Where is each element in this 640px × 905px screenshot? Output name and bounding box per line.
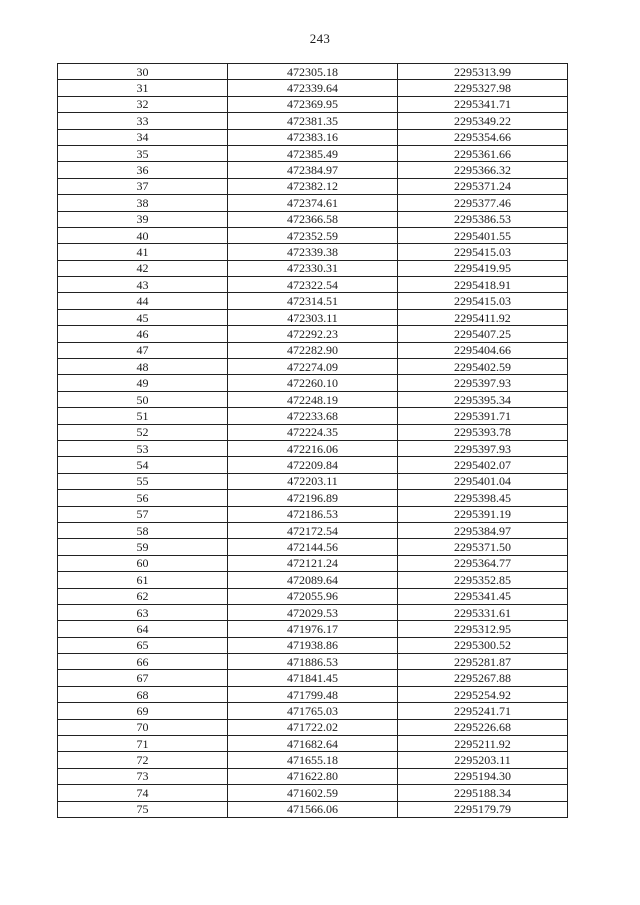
x-coordinate-cell: 471682.64 bbox=[228, 736, 398, 752]
x-coordinate-cell: 472121.24 bbox=[228, 555, 398, 571]
x-coordinate-cell: 472248.19 bbox=[228, 391, 398, 407]
x-coordinate-cell: 472260.10 bbox=[228, 375, 398, 391]
table-row bbox=[58, 801, 568, 817]
y-coordinate-cell: 2295312.95 bbox=[398, 621, 568, 637]
point-number-cell: 46 bbox=[58, 326, 228, 342]
point-number-cell: 54 bbox=[58, 457, 228, 473]
point-number-cell: 53 bbox=[58, 440, 228, 456]
point-number-cell: 55 bbox=[58, 473, 228, 489]
y-coordinate-cell: 2295393.78 bbox=[398, 424, 568, 440]
table-row bbox=[58, 326, 568, 342]
table-row bbox=[58, 588, 568, 604]
point-number-cell: 66 bbox=[58, 654, 228, 670]
x-coordinate-cell: 472322.54 bbox=[228, 277, 398, 293]
table-row bbox=[58, 539, 568, 555]
point-number-cell: 58 bbox=[58, 522, 228, 538]
x-coordinate-cell: 472282.90 bbox=[228, 342, 398, 358]
x-coordinate-cell: 472339.64 bbox=[228, 80, 398, 96]
table-row bbox=[58, 440, 568, 456]
y-coordinate-cell: 2295377.46 bbox=[398, 195, 568, 211]
table-row bbox=[58, 506, 568, 522]
point-number-cell: 39 bbox=[58, 211, 228, 227]
y-coordinate-cell: 2295179.79 bbox=[398, 801, 568, 817]
table-row bbox=[58, 654, 568, 670]
y-coordinate-cell: 2295401.55 bbox=[398, 227, 568, 243]
point-number-cell: 74 bbox=[58, 785, 228, 801]
point-number-cell: 62 bbox=[58, 588, 228, 604]
x-coordinate-cell: 472224.35 bbox=[228, 424, 398, 440]
point-number-cell: 48 bbox=[58, 359, 228, 375]
point-number-cell: 37 bbox=[58, 178, 228, 194]
x-coordinate-cell: 471602.59 bbox=[228, 785, 398, 801]
point-number-cell: 35 bbox=[58, 145, 228, 161]
table-row bbox=[58, 244, 568, 260]
x-coordinate-cell: 472385.49 bbox=[228, 145, 398, 161]
x-coordinate-cell: 472216.06 bbox=[228, 440, 398, 456]
y-coordinate-cell: 2295415.03 bbox=[398, 244, 568, 260]
table-row bbox=[58, 211, 568, 227]
y-coordinate-cell: 2295341.45 bbox=[398, 588, 568, 604]
point-number-cell: 75 bbox=[58, 801, 228, 817]
x-coordinate-cell: 472292.23 bbox=[228, 326, 398, 342]
y-coordinate-cell: 2295402.59 bbox=[398, 359, 568, 375]
table-row bbox=[58, 768, 568, 784]
table-row bbox=[58, 490, 568, 506]
table-row bbox=[58, 113, 568, 129]
x-coordinate-cell: 472144.56 bbox=[228, 539, 398, 555]
point-number-cell: 65 bbox=[58, 637, 228, 653]
table-row bbox=[58, 359, 568, 375]
point-number-cell: 49 bbox=[58, 375, 228, 391]
y-coordinate-cell: 2295211.92 bbox=[398, 736, 568, 752]
y-coordinate-cell: 2295194.30 bbox=[398, 768, 568, 784]
table-row bbox=[58, 604, 568, 620]
table-row bbox=[58, 64, 568, 80]
point-number-cell: 30 bbox=[58, 64, 228, 80]
table-row bbox=[58, 736, 568, 752]
y-coordinate-cell: 2295226.68 bbox=[398, 719, 568, 735]
x-coordinate-cell: 472366.58 bbox=[228, 211, 398, 227]
point-number-cell: 70 bbox=[58, 719, 228, 735]
table-row bbox=[58, 195, 568, 211]
table-row bbox=[58, 260, 568, 276]
y-coordinate-cell: 2295391.19 bbox=[398, 506, 568, 522]
table-row bbox=[58, 293, 568, 309]
table-row bbox=[58, 785, 568, 801]
point-number-cell: 47 bbox=[58, 342, 228, 358]
page-number: 243 bbox=[309, 31, 331, 46]
coordinates-table-body bbox=[58, 64, 568, 818]
table-row bbox=[58, 227, 568, 243]
y-coordinate-cell: 2295364.77 bbox=[398, 555, 568, 571]
point-number-cell: 31 bbox=[58, 80, 228, 96]
table-row bbox=[58, 96, 568, 112]
y-coordinate-cell: 2295349.22 bbox=[398, 113, 568, 129]
table-row bbox=[58, 129, 568, 145]
y-coordinate-cell: 2295300.52 bbox=[398, 637, 568, 653]
table-row bbox=[58, 670, 568, 686]
y-coordinate-cell: 2295331.61 bbox=[398, 604, 568, 620]
table-row bbox=[58, 555, 568, 571]
point-number-cell: 68 bbox=[58, 686, 228, 702]
y-coordinate-cell: 2295327.98 bbox=[398, 80, 568, 96]
y-coordinate-cell: 2295371.24 bbox=[398, 178, 568, 194]
y-coordinate-cell: 2295281.87 bbox=[398, 654, 568, 670]
table-row bbox=[58, 145, 568, 161]
y-coordinate-cell: 2295352.85 bbox=[398, 572, 568, 588]
y-coordinate-cell: 2295354.66 bbox=[398, 129, 568, 145]
x-coordinate-cell: 471799.48 bbox=[228, 686, 398, 702]
point-number-cell: 33 bbox=[58, 113, 228, 129]
point-number-cell: 57 bbox=[58, 506, 228, 522]
point-number-cell: 32 bbox=[58, 96, 228, 112]
x-coordinate-cell: 471566.06 bbox=[228, 801, 398, 817]
y-coordinate-cell: 2295398.45 bbox=[398, 490, 568, 506]
x-coordinate-cell: 472196.89 bbox=[228, 490, 398, 506]
table-row bbox=[58, 162, 568, 178]
table-row bbox=[58, 309, 568, 325]
point-number-cell: 64 bbox=[58, 621, 228, 637]
point-number-cell: 60 bbox=[58, 555, 228, 571]
y-coordinate-cell: 2295397.93 bbox=[398, 440, 568, 456]
table-row bbox=[58, 424, 568, 440]
table-row bbox=[58, 752, 568, 768]
point-number-cell: 67 bbox=[58, 670, 228, 686]
point-number-cell: 72 bbox=[58, 752, 228, 768]
y-coordinate-cell: 2295267.88 bbox=[398, 670, 568, 686]
x-coordinate-cell: 472303.11 bbox=[228, 309, 398, 325]
x-coordinate-cell: 471655.18 bbox=[228, 752, 398, 768]
x-coordinate-cell: 472374.61 bbox=[228, 195, 398, 211]
y-coordinate-cell: 2295254.92 bbox=[398, 686, 568, 702]
point-number-cell: 56 bbox=[58, 490, 228, 506]
table-row bbox=[58, 719, 568, 735]
x-coordinate-cell: 472339.38 bbox=[228, 244, 398, 260]
table-row bbox=[58, 522, 568, 538]
point-number-cell: 51 bbox=[58, 408, 228, 424]
table-row bbox=[58, 408, 568, 424]
point-number-cell: 43 bbox=[58, 277, 228, 293]
x-coordinate-cell: 471886.53 bbox=[228, 654, 398, 670]
y-coordinate-cell: 2295386.53 bbox=[398, 211, 568, 227]
y-coordinate-cell: 2295366.32 bbox=[398, 162, 568, 178]
x-coordinate-cell: 472383.16 bbox=[228, 129, 398, 145]
x-coordinate-cell: 472233.68 bbox=[228, 408, 398, 424]
x-coordinate-cell: 472209.84 bbox=[228, 457, 398, 473]
table-row bbox=[58, 703, 568, 719]
point-number-cell: 59 bbox=[58, 539, 228, 555]
y-coordinate-cell: 2295411.92 bbox=[398, 309, 568, 325]
x-coordinate-cell: 471938.86 bbox=[228, 637, 398, 653]
y-coordinate-cell: 2295391.71 bbox=[398, 408, 568, 424]
x-coordinate-cell: 471976.17 bbox=[228, 621, 398, 637]
y-coordinate-cell: 2295407.25 bbox=[398, 326, 568, 342]
table-row bbox=[58, 621, 568, 637]
y-coordinate-cell: 2295384.97 bbox=[398, 522, 568, 538]
y-coordinate-cell: 2295203.11 bbox=[398, 752, 568, 768]
point-number-cell: 36 bbox=[58, 162, 228, 178]
x-coordinate-cell: 472384.97 bbox=[228, 162, 398, 178]
y-coordinate-cell: 2295371.50 bbox=[398, 539, 568, 555]
y-coordinate-cell: 2295418.91 bbox=[398, 277, 568, 293]
table-row bbox=[58, 391, 568, 407]
x-coordinate-cell: 472186.53 bbox=[228, 506, 398, 522]
x-coordinate-cell: 472382.12 bbox=[228, 178, 398, 194]
x-coordinate-cell: 471722.02 bbox=[228, 719, 398, 735]
y-coordinate-cell: 2295402.07 bbox=[398, 457, 568, 473]
x-coordinate-cell: 471841.45 bbox=[228, 670, 398, 686]
x-coordinate-cell: 472352.59 bbox=[228, 227, 398, 243]
table-row bbox=[58, 457, 568, 473]
table-row bbox=[58, 277, 568, 293]
x-coordinate-cell: 472305.18 bbox=[228, 64, 398, 80]
y-coordinate-cell: 2295395.34 bbox=[398, 391, 568, 407]
y-coordinate-cell: 2295401.04 bbox=[398, 473, 568, 489]
x-coordinate-cell: 472314.51 bbox=[228, 293, 398, 309]
y-coordinate-cell: 2295241.71 bbox=[398, 703, 568, 719]
x-coordinate-cell: 472029.53 bbox=[228, 604, 398, 620]
y-coordinate-cell: 2295404.66 bbox=[398, 342, 568, 358]
y-coordinate-cell: 2295397.93 bbox=[398, 375, 568, 391]
x-coordinate-cell: 472055.96 bbox=[228, 588, 398, 604]
point-number-cell: 73 bbox=[58, 768, 228, 784]
point-number-cell: 40 bbox=[58, 227, 228, 243]
x-coordinate-cell: 472369.95 bbox=[228, 96, 398, 112]
table-row bbox=[58, 686, 568, 702]
point-number-cell: 38 bbox=[58, 195, 228, 211]
y-coordinate-cell: 2295188.34 bbox=[398, 785, 568, 801]
x-coordinate-cell: 472381.35 bbox=[228, 113, 398, 129]
point-number-cell: 41 bbox=[58, 244, 228, 260]
point-number-cell: 50 bbox=[58, 391, 228, 407]
x-coordinate-cell: 472203.11 bbox=[228, 473, 398, 489]
x-coordinate-cell: 472330.31 bbox=[228, 260, 398, 276]
point-number-cell: 34 bbox=[58, 129, 228, 145]
y-coordinate-cell: 2295341.71 bbox=[398, 96, 568, 112]
coordinates-table bbox=[57, 63, 568, 818]
y-coordinate-cell: 2295419.95 bbox=[398, 260, 568, 276]
table-row bbox=[58, 473, 568, 489]
y-coordinate-cell: 2295361.66 bbox=[398, 145, 568, 161]
x-coordinate-cell: 472172.54 bbox=[228, 522, 398, 538]
x-coordinate-cell: 472274.09 bbox=[228, 359, 398, 375]
x-coordinate-cell: 471765.03 bbox=[228, 703, 398, 719]
point-number-cell: 63 bbox=[58, 604, 228, 620]
point-number-cell: 69 bbox=[58, 703, 228, 719]
table-row bbox=[58, 637, 568, 653]
y-coordinate-cell: 2295313.99 bbox=[398, 64, 568, 80]
x-coordinate-cell: 472089.64 bbox=[228, 572, 398, 588]
table-row bbox=[58, 342, 568, 358]
table-row bbox=[58, 375, 568, 391]
point-number-cell: 61 bbox=[58, 572, 228, 588]
point-number-cell: 42 bbox=[58, 260, 228, 276]
point-number-cell: 45 bbox=[58, 309, 228, 325]
point-number-cell: 52 bbox=[58, 424, 228, 440]
table-row bbox=[58, 80, 568, 96]
point-number-cell: 44 bbox=[58, 293, 228, 309]
point-number-cell: 71 bbox=[58, 736, 228, 752]
y-coordinate-cell: 2295415.03 bbox=[398, 293, 568, 309]
table-row bbox=[58, 178, 568, 194]
x-coordinate-cell: 471622.80 bbox=[228, 768, 398, 784]
table-row bbox=[58, 572, 568, 588]
